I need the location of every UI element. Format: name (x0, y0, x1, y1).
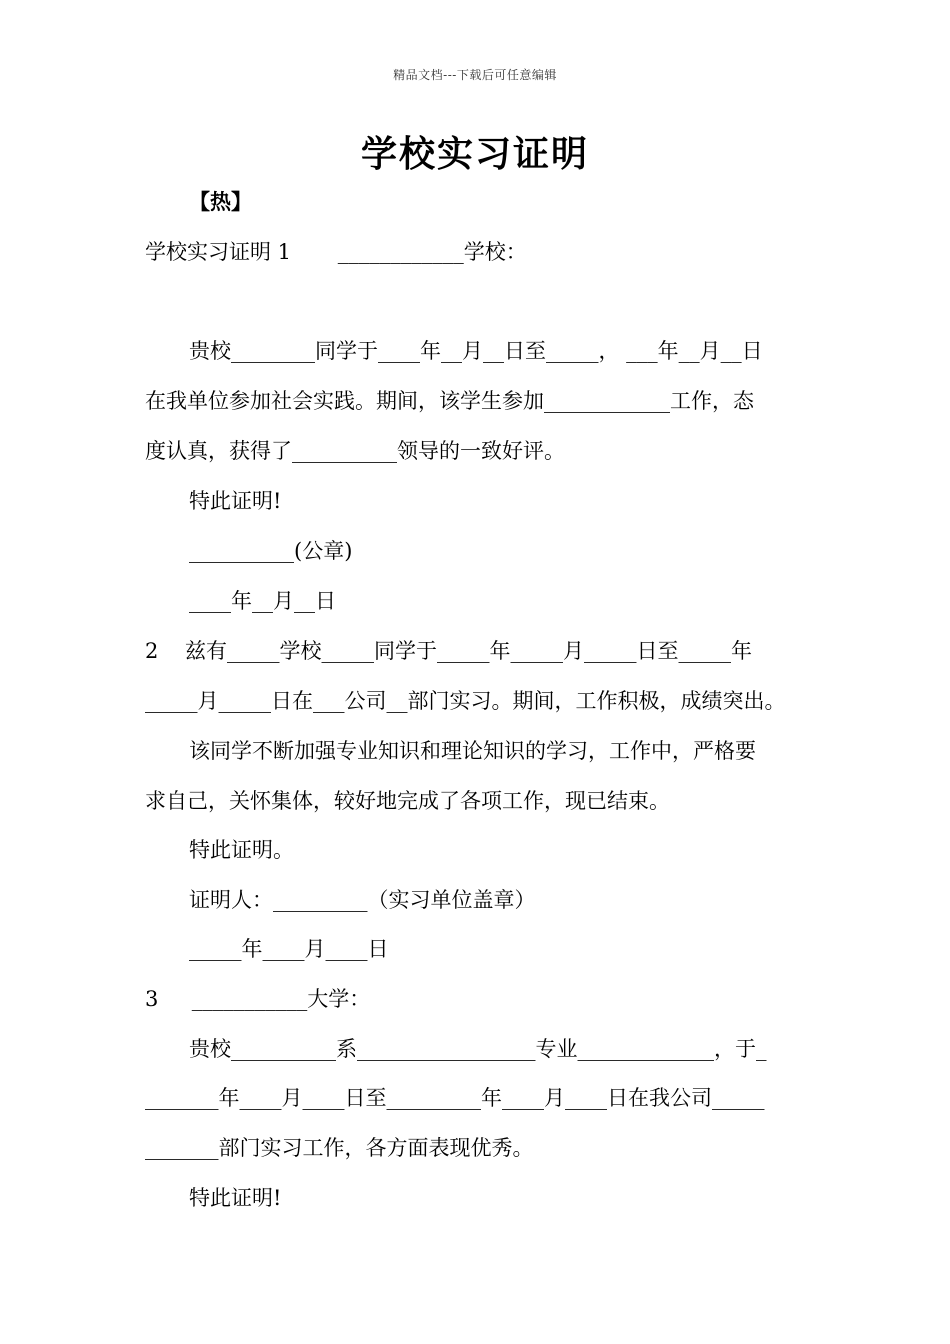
paragraph-line-9: _____月_____日在___公司__部门实习。期间，工作积极，成绩突出。 (145, 689, 786, 713)
paragraph-line-11: 求自己，关怀集体，较好地完成了各项工作，现已结束。 (145, 789, 670, 813)
paragraph-line-6: __________(公章) (189, 539, 353, 563)
paragraph-line-16: 贵校__________系_________________专业_____________，于_ (189, 1037, 767, 1061)
paragraph-line-7: ____年__月__日 (189, 589, 336, 613)
paragraph-line-5: 特此证明! (189, 489, 282, 513)
document-title: 学校实习证明 (360, 134, 589, 175)
header-note: 精品文档---下载后可任意编辑 (393, 68, 557, 82)
paragraph-line-18: _______部门实习工作，各方面表现优秀。 (145, 1136, 534, 1160)
paragraph-line-19: 特此证明! (189, 1186, 282, 1210)
paragraph-line-10: 该同学不断加强专业知识和理论知识的学习，工作中，严格要 (189, 739, 756, 763)
paragraph-line-2: 贵校________同学于____年__月__日至_____， ___年__月__日 (189, 339, 763, 363)
paragraph-line-14: _____年____月____日 (189, 937, 389, 961)
paragraph-line-15: 3 ___________大学： (145, 987, 371, 1011)
paragraph-line-3: 在我单位参加社会实践。期间，该学生参加____________工作，态 (145, 389, 754, 413)
paragraph-line-1: 学校实习证明 1 ____________学校： (145, 240, 527, 264)
paragraph-line-8: 2 兹有_____学校_____同学于_____年_____月_____日至_____年 (145, 639, 753, 663)
paragraph-line-17: _______年____月____日至_________年____月____日在我公司_____ (145, 1086, 765, 1110)
paragraph-line-13: 证明人：_________（实习单位盖章） (189, 888, 536, 912)
paragraph-line-12: 特此证明。 (189, 838, 294, 862)
hot-tag: 【热】 (189, 189, 252, 214)
paragraph-line-4: 度认真，获得了__________领导的一致好评。 (145, 439, 565, 463)
